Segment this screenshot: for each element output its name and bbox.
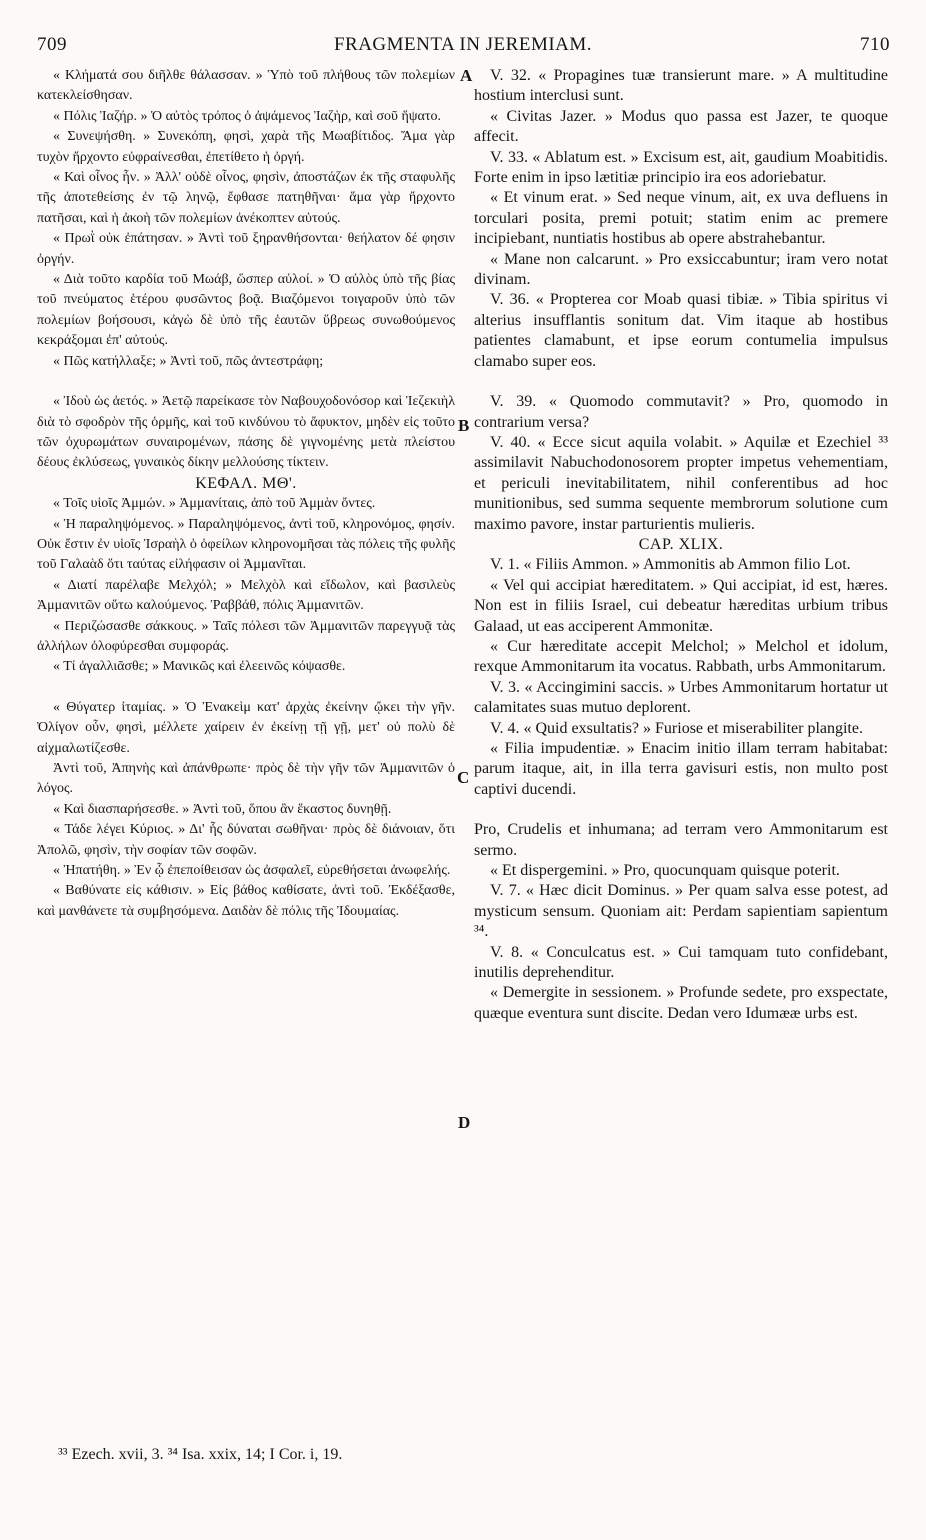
greek-paragraph: « Διὰ τοῦτο καρδία τοῦ Μωάβ, ὥσπερ αὐλοί. » Ὁ αὐλὸς ὑπὸ τῆς βίας τοῦ πνεύματος ἑτέρου φυσῶντος βοᾷ. Βιαζόμενοι τοιγαροῦν ὑπὸ τῶν πολεμίων βοήσουσι, κἀγὼ δὲ ὑπὸ τῆς ἑαυτῶν ὕβρεως συνωθούμενος κεκράξομαι ἐπ' αὐτούς.	[37, 272, 455, 349]
latin-chapter-heading: CAP. XLIX.	[638, 535, 724, 553]
greek-paragraph: « Βαθύνατε εἰς κάθισιν. » Εἰς βάθος καθίσατε, ἀντὶ τοῦ. Ἐκδέξασθε, καὶ μανθάνετε τὰ συμβησόμενα. Δαιδὰν δὲ πόλις τῆς Ἰδουμαίας.	[37, 883, 455, 919]
greek-paragraph: « Τάδε λέγει Κύριος. » Δι' ἧς δύναται σωθῆναι· πρὸς δὲ διάνοιαν, ὅτι Ἀπολῶ, φησὶν, τὴν σοφίαν τῶν σοφῶν.	[37, 822, 455, 858]
latin-paragraph: V. 8. « Conculcatus est. » Cui tamquam tuto confidebant, inutilis deprehenditur.	[474, 943, 888, 982]
greek-paragraph: « Διατί παρέλαβε Μελχόλ; » Μελχὸλ καὶ εἴδωλον, καὶ βασιλεὺς Ἀμμανιτῶν οὕτω καλούμενος. Ῥαββάθ, πόλις Ἀμμανιτῶν.	[37, 577, 455, 614]
latin-paragraph: V. 33. « Ablatum est. » Excisum est, ait, gaudium Moabitidis. Forte enim in ipso lætitiæ principio ira eos adoriebatur.	[474, 148, 888, 187]
right-page-number: 710	[860, 34, 890, 55]
latin-paragraph: V. 4. « Quid exsultatis? » Furiose et miserabiliter plangite.	[490, 719, 863, 737]
footnotes: ³³ Ezech. xvii, 3. ³⁴ Isa. xxix, 14; I Cor. i, 19.	[58, 1446, 343, 1463]
latin-paragraph: « Cur hæreditate accepit Melchol; » Melchol et idolum, rexque Ammonitarum ita vocatus. Rabbath, urbs Ammonitarum.	[474, 637, 888, 676]
latin-paragraph: V. 36. « Propterea cor Moab quasi tibiæ. » Tibia spiritus vi alterius insufflantis sonitum dat. Vim itaque ab hostibus patientes clamabunt, et ipse eorum contumelia impulsus clamabo super eos.	[474, 291, 888, 370]
latin-paragraph: Pro, Crudelis et inhumana; ad terram vero Ammonitarum est sermo.	[474, 821, 888, 859]
latin-paragraph: « Et dispergemini. » Pro, quocunquam quisque poterit.	[490, 862, 840, 880]
greek-paragraph: « Πόλις Ἰαζήρ. » Ὁ αὐτὸς τρόπος ὁ ἀψάμενος Ἰαζὴρ, καὶ σοῦ ἥψατο.	[53, 108, 442, 124]
greek-paragraph: « Κλήματά σου διῆλθε θάλασσαν. » Ὑπὸ τοῦ πλήθους τῶν πολεμίων κατεκλείσθησαν.	[37, 68, 455, 104]
margin-letter-c: C	[457, 768, 470, 787]
latin-paragraph: V. 1. « Filiis Ammon. » Ammonitis ab Ammon filio Lot.	[490, 556, 851, 574]
latin-column	[474, 66, 888, 1024]
greek-paragraph: « Πρωῒ οὐκ ἐπάτησαν. » Ἀντὶ τοῦ ξηρανθήσονται· θεήλατον δέ φησιν ὀργήν.	[37, 231, 455, 267]
latin-paragraph: V. 32. « Propagines tuæ transierunt mare. » A multitudine hostium interclusi sunt.	[474, 67, 888, 105]
latin-paragraph: « Et vinum erat. » Sed neque vinum, ait, ex uva defluens in torculari posita, premi potuit; statim enim ac premere incipiebant, nuntiatis hostibus ab opere abstrahebantur.	[474, 189, 888, 248]
greek-paragraph: « Συνεψήσθη. » Συνεκόπη, φησὶ, χαρὰ τῆς Μωαβίτιδος. Ἅμα γὰρ τυχὸν ἤρχοντο εὐφραίνεσθαι, ἐπετίθετο ἡ ὀργή.	[37, 129, 455, 165]
greek-paragraph: « Ἰδοὺ ὡς ἀετός. » Ἀετῷ παρείκασε τὸν Ναβουχοδονόσορ καὶ Ἰεζεκιὴλ διὰ τὸ σφοδρὸν τῆς ὁρμῆς, καὶ τοῦ κινδύνου τὸ ἄφυκτον, μηδὲν εἰς τοῦτο τῶν ὀχυρωμάτων συναιρομένων, πάσης δὲ γιγνομένης μετὰ πλείστου δέους ἐκλύσεως, γυναικὸς δίκην μελλούσης τίκτειν.	[37, 394, 455, 471]
greek-paragraph: « Καὶ οἶνος ἦν. » Ἀλλ' οὐδὲ οἶνος, φησὶν, ἀποστάζων ἐκ τῆς σταφυλῆς τῆς ἀποτεθείσης ἐν τῷ ληνῷ, ἔφθασε πατηθῆναι· ἅμα γὰρ ἤρχοντο πατῆσαι, καὶ ἡ ἀκοὴ τῶν πολεμίων ἀνέκοπτεν αὐτούς.	[37, 170, 455, 226]
left-page-number: 709	[37, 34, 67, 55]
latin-paragraph: « Demergite in sessionem. » Profunde sedete, pro exspectate, quæque eventura sunt discite. Dedan vero Idumææ urbs est.	[474, 984, 888, 1022]
latin-paragraph: « Mane non calcarunt. » Pro exsiccabuntur; iram vero notat divinam.	[474, 250, 888, 289]
latin-paragraph: « Civitas Jazer. » Modus quo passa est Jazer, te quoque affecit.	[474, 107, 888, 146]
margin-letter-d: D	[458, 1113, 471, 1132]
latin-paragraph: V. 7. « Hæc dicit Dominus. » Per quam salva esse potest, ad mysticum sensum. Quoniam ait: Perdam sapientiam sapientum ³⁴.	[474, 882, 888, 941]
greek-paragraph: « Περιζώσασθε σάκκους. » Ταῖς πόλεσι τῶν Ἀμμανιτῶν παρεγγυᾷ τὰς ἀλλήλων ὀλοφύρεσθαι συμφοράς.	[37, 618, 455, 654]
greek-paragraph: « Θύγατερ ἰταμίας. » Ὁ Ἐνακεὶμ κατ' ἀρχὰς ἐκείνην ᾤκει τὴν γῆν. Ὀλίγον οὖν, φησὶ, μέλλετε χαίρειν ἐν ἐκείνῃ τῇ γῇ, μετ' οὐ πολὺ δὲ αἰχμαλωτίζεσθε.	[37, 699, 455, 756]
greek-paragraph: « Τοῖς υἱοῖς Ἀμμών. » Ἀμμανίταις, ἀπὸ τοῦ Ἀμμὰν ὄντες.	[53, 496, 376, 512]
greek-paragraph: « Τί ἀγαλλιᾶσθε; » Μανικῶς καὶ ἐλεεινῶς κόψασθε.	[53, 659, 346, 675]
margin-letter-b: B	[458, 416, 470, 435]
latin-paragraph: V. 39. « Quomodo commutavit? » Pro, quomodo in contrarium versa?	[474, 393, 888, 431]
latin-paragraph: V. 3. « Accingimini saccis. » Urbes Ammonitarum hortatur ut calamitates suas mutuo deplorent.	[474, 678, 888, 717]
greek-paragraph: « Ἡ παραληψόμενος. » Παραληψόμενος, ἀντὶ τοῦ, κληρονόμος, φησίν. Οὐκ ἔστιν ἐν υἱοῖς Ἰσραὴλ ὁ ὀφείλων κληρονομῆσαι τὰς πόλεις τῆς φυλῆς τοῦ Γαλαὰδ ὅτι ταύτας εἰλήφασιν οἱ Ἀμμανῖται.	[37, 516, 455, 573]
latin-paragraph: « Filia impudentiæ. » Enacim initio illam terram habitabat: parum itaque, ait, in illa terra gavisuri estis, non multo post captivi ducendi.	[474, 740, 888, 798]
greek-paragraph: « Καὶ διασπαρήσεσθε. » Ἀντὶ τοῦ, ὅπου ἂν ἕκαστος δυνηθῇ.	[53, 801, 392, 817]
greek-chapter-heading: ΚΕΦΑΛ. ΜΘ'.	[195, 474, 297, 492]
greek-paragraph: « Πῶς κατήλλαξε; » Ἀντὶ τοῦ, πῶς ἀντεστράφη;	[53, 353, 324, 369]
greek-paragraph: « Ἠπατήθη. » Ἐν ᾧ ἐπεποίθεισαν ὡς ἀσφαλεῖ, εὑρεθήσεται ἀνωφελής.	[53, 863, 451, 879]
greek-paragraph: Ἀντὶ τοῦ, Ἀπηνὴς καὶ ἀπάνθρωπε· πρὸς δὲ τὴν γῆν τῶν Ἀμμανιτῶν ὁ λόγος.	[37, 761, 455, 797]
latin-paragraph: V. 40. « Ecce sicut aquila volabit. » Aquilæ et Ezechiel ³³ assimilavit Nabuchodonosorem propter impetus vehementiam, et periculi inevitabilitatem, nihil conferentibus ad hoc munitionibus, sed summa sequente membrorum solutione cum maximo pavore, instar parturientis mulieris.	[474, 433, 888, 533]
latin-paragraph: « Vel qui accipiat hæreditatem. » Qui accipiat, id est, hæres. Non est in filiis Israel, cui debeatur hæreditas urbium tribus Galaad, ut eas acciperent Ammonitæ.	[474, 576, 888, 635]
greek-column	[37, 66, 455, 922]
margin-letter-a: A	[460, 66, 473, 85]
running-title: FRAGMENTA IN JEREMIAM.	[333, 34, 593, 55]
